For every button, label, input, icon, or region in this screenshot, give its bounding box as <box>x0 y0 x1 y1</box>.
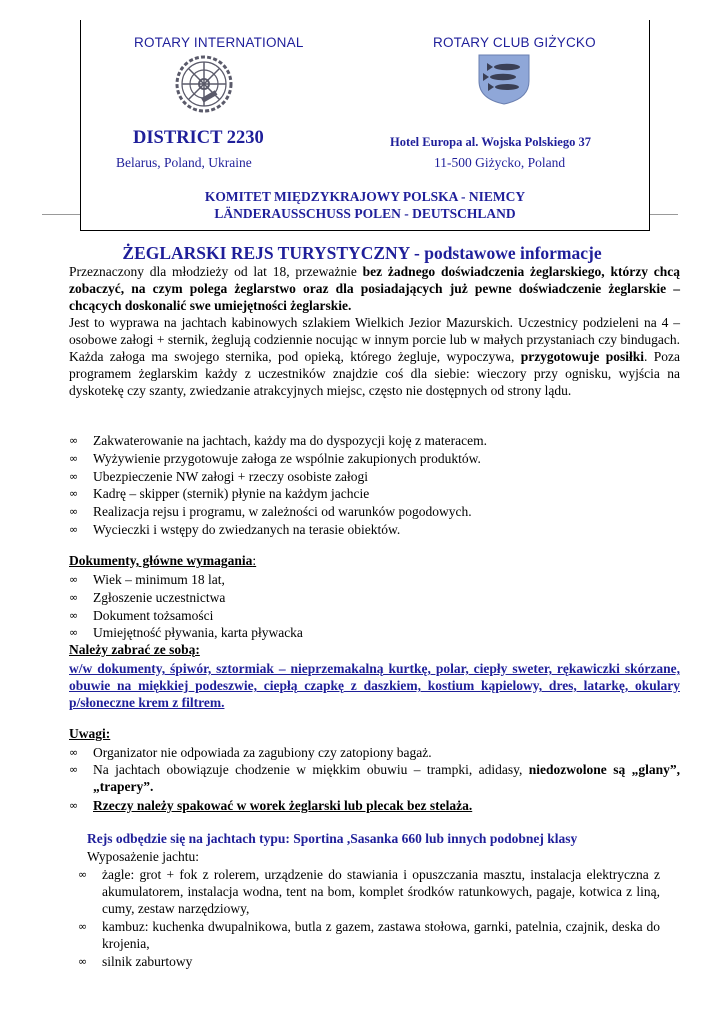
notes-list <box>69 744 680 814</box>
rotary-club-label: ROTARY CLUB GIŻYCKO <box>433 35 596 50</box>
list-item: ∞ Rzeczy należy spakować w worek żeglarski lub plecak bez stelaża. <box>69 798 473 813</box>
header-rule-left <box>42 214 80 215</box>
district-number: DISTRICT 2230 <box>133 128 264 148</box>
club-city: 11-500 Giżycko, Poland <box>434 155 566 170</box>
bullet-icon: ∞ <box>69 626 79 640</box>
documents-heading: Dokumenty, główne wymagania: <box>69 553 257 568</box>
committee-name-de: LÄNDERAUSSCHUSS POLEN - DEUTSCHLAND <box>214 206 516 221</box>
list-item: ∞ Wycieczki i wstępy do zwiedzanych na terasie obiektów. <box>69 521 401 537</box>
document-title: ŻEGLARSKI REJS TURYSTYCZNY - podstawowe informacje <box>122 243 602 263</box>
bullet-icon: ∞ <box>78 868 88 881</box>
district-countries: Belarus, Poland, Ukraine <box>116 155 252 170</box>
list-item: ∞ Realizacja rejsu i programu, w zależności od warunków pogodowych. <box>69 504 472 520</box>
list-item: ∞ Zgłoszenie uczestnictwa <box>69 589 226 605</box>
list-item: ∞ Umiejętność pływania, karta pływacka <box>69 625 303 641</box>
bullet-icon: ∞ <box>69 505 79 519</box>
features-list <box>69 432 680 539</box>
equipment-label: Wyposażenie jachtu: <box>87 849 200 864</box>
fish-crest-icon <box>477 53 531 105</box>
list-item: ∞ kambuz: kuchenka dwupalnikowa, butla z gazem, zastawa stołowa, garnki, patelnia, czajnik, deska do krojenia, <box>78 919 660 951</box>
list-item: ∞ Zakwaterowanie na jachtach, każdy ma do dyspozycji koję z materacem. <box>69 433 487 448</box>
club-address: Hotel Europa al. Wojska Polskiego 37 <box>390 135 591 149</box>
list-item: ∞ Kadrę – skipper (sternik) płynie na każdym jachcie <box>69 486 370 502</box>
bullet-icon: ∞ <box>69 746 79 759</box>
rotary-wheel-icon <box>174 54 234 114</box>
bullet-icon: ∞ <box>78 920 88 933</box>
intro-paragraph-2: Jest to wyprawa na jachtach kabinowych szlakiem Wielkich Jezior Mazurskich. Uczestnicy podzieleni na 4 – osobowe załogi + sternik, żeglują codziennie nocując w innym porcie lub w małych przystaniach czy bindugach. Każda załoga ma swojego sternika, pod opieką, którego żegluje, wypoczywa, przygotowuje posiłki. Poza programem żeglarskim każdy z uczestników znajdzie coś dla siebie: wieczory przy ognisku, wyjścia na dyskotekę czy szanty, zwiedzanie atrakcyjnych miejsc, często nie dostępnych od strony lądu. <box>69 315 680 398</box>
list-item: ∞ silnik zaburtowy <box>78 954 193 969</box>
rotary-international-label: ROTARY INTERNATIONAL <box>134 35 304 50</box>
bullet-icon: ∞ <box>78 955 88 968</box>
intro-paragraph-1: Przeznaczony dla młodzieży od lat 18, przeważnie bez żadnego doświadczenia żeglarskiego, którzy chcą zobaczyć, na czym polega żeglarstwo oraz dla posiadających już pewne doświadczenie żeglarskie – chcących doskonalić swe umiejętności żeglarskie. <box>69 264 680 313</box>
bring-heading: Należy zabrać ze sobą: <box>69 642 200 657</box>
committee-name-pl: KOMITET MIĘDZYKRAJOWY POLSKA - NIEMCY <box>204 189 526 204</box>
list-item: ∞ Dokument tożsamości <box>69 607 214 623</box>
bullet-icon: ∞ <box>69 799 79 812</box>
bring-items-text: w/w dokumenty, śpiwór, sztormiak – nieprzemakalną kurtkę, polar, ciepły sweter, rękawiczki skórzane, obuwie na miękkiej podeszwie, ciepłą czapkę z daszkiem, kostium kąpielowy, dres, latarkę, okulary p/słoneczne krem z filtrem. <box>69 661 680 710</box>
notes-heading: Uwagi: <box>69 726 111 741</box>
bullet-icon: ∞ <box>69 573 79 586</box>
bullet-icon: ∞ <box>69 451 79 465</box>
equipment-list <box>78 866 660 971</box>
bullet-icon: ∞ <box>69 763 79 776</box>
boat-type-line: Rejs odbędzie się na jachtach typu: Sportina ,Sasanka 660 lub innych podobnej klasy <box>87 831 578 846</box>
documents-list <box>69 571 680 642</box>
list-item: ∞ Organizator nie odpowiada za zagubiony czy zatopiony bagaż. <box>69 745 432 760</box>
bullet-icon: ∞ <box>69 434 79 447</box>
bullet-icon: ∞ <box>69 469 79 483</box>
list-item: ∞ Wiek – minimum 18 lat, <box>69 572 225 587</box>
bullet-icon: ∞ <box>69 487 79 501</box>
bullet-icon: ∞ <box>69 608 79 622</box>
list-item: ∞ żagle: grot + fok z rolerem, urządzenie do stawiania i opuszczania masztu, instalacja elektryczna z akumulatorem, instalacja wodna, tent na bom, komplet środków ratunkowych, pagaje, kotwica z liną, cumy, zestaw narzędziowy, <box>78 867 660 916</box>
list-item: ∞ Wyżywienie przygotowuje załoga ze wspólnie zakupionych produktów. <box>69 450 481 466</box>
header-rule-right <box>650 214 678 215</box>
bullet-icon: ∞ <box>69 590 79 604</box>
bullet-icon: ∞ <box>69 522 79 536</box>
list-item: ∞ Na jachtach obowiązuje chodzenie w miękkim obuwiu – trampki, adidasy, niedozwolone są „glany”, „trapery”. <box>69 762 680 794</box>
list-item: ∞ Ubezpieczenie NW załogi + rzeczy osobiste załogi <box>69 468 368 484</box>
